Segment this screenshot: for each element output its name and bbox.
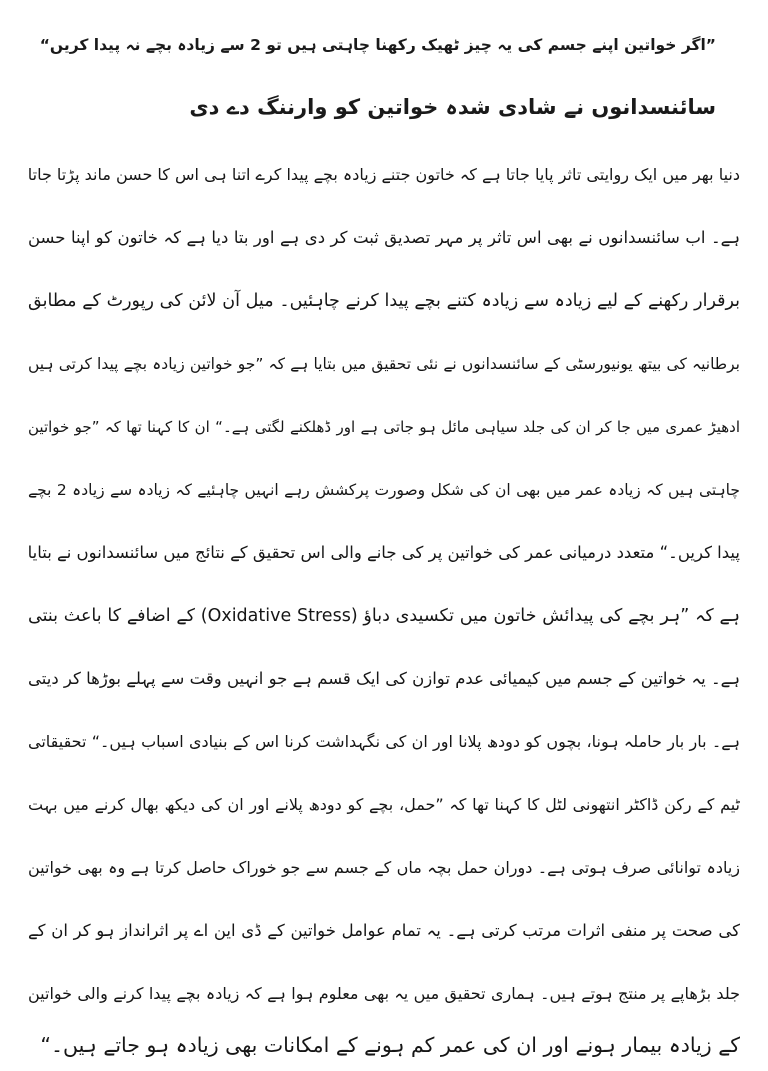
headline-line-1: ”اگر خواتین اپنے جسم کی یہ چیز ٹھیک رکھنا چاہتی ہیں تو 2 سے زیادہ بچے نہ پیدا کریں“ [39, 36, 716, 54]
headline-line-2: سائنسدانوں نے شادی شدہ خواتین کو وارننگ دے دی [189, 95, 716, 119]
body-line-5: ادھیڑ عمری میں جا کر ان کی جلد سیاہی مائل ہو جاتی ہے اور ڈھلکنے لگتی ہے۔“ ان کا کہنا تھا کہ ”جو خواتین [28, 418, 740, 436]
body-line-4: برطانیہ کی بیتھ یونیورسٹی کے سائنسدانوں نے نئی تحقیق میں بتایا ہے کہ ”جو خواتین زیادہ بچے پیدا کرتی ہیں [28, 355, 740, 373]
body-line-13: کی صحت پر منفی اثرات مرتب کرتی ہے۔ یہ تمام عوامل خواتین کے ڈی این اے پر اثرانداز ہو کر ان کے [28, 921, 740, 940]
body-line-9: ہے۔ یہ خواتین کے جسم میں کیمیائی عدم توازن کی ایک قسم ہے جو انہیں وقت سے پہلے بوڑھا کر دیتی [28, 669, 740, 688]
body-line-14: جلد بڑھاپے پر منتج ہوتے ہیں۔ ہماری تحقیق میں یہ بھی معلوم ہوا ہے کہ زیادہ بچے پیدا کرنے والی خواتین [28, 984, 740, 1003]
body-line-8: ہے کہ ”ہر بچے کی پیدائش خاتون میں تکسیدی دباؤ (Oxidative Stress) کے اضافے کا باعث بنتی [28, 606, 740, 626]
body-line-3: برقرار رکھنے کے لیے زیادہ سے زیادہ کتنے بچے پیدا کرنے چاہئیں۔ میل آن لائن کی رپورٹ کے مطابق [28, 291, 740, 311]
body-line-6: چاہتی ہیں کہ زیادہ عمر میں بھی ان کی شکل وصورت پرکشش رہے انہیں چاہئیے کہ زیادہ سے زیادہ 2 بچے [28, 481, 740, 499]
body-line-7: پیدا کریں۔“ متعدد درمیانی عمر کی خواتین پر کی جانے والی اس تحقیق کے نتائج میں سائنسدانوں نے بتایا [28, 543, 740, 562]
body-line-10: ہے۔ بار بار حاملہ ہونا، بچوں کو دودھ پلانا اور ان کی نگہداشت کرنا اس کے بنیادی اسباب ہیں۔“ تحقیقاتی [28, 732, 740, 751]
body-line-12: زیادہ توانائی صرف ہوتی ہے۔ دوران حمل بچہ ماں کے جسم سے جو خوراک حاصل کرتا ہے وہ بھی خواتین [28, 858, 740, 877]
body-line-15: کے زیادہ بیمار ہونے اور ان کی عمر کم ہونے کے امکانات بھی زیادہ ہو جاتے ہیں۔“ [40, 1033, 740, 1057]
body-line-1: دنیا بھر میں ایک روایتی تاثر پایا جاتا ہے کہ خاتون جتنے زیادہ بچے پیدا کرے اتنا ہی اس کا حسن ماند پڑتا جاتا [28, 165, 740, 184]
body-line-2: ہے۔ اب سائنسدانوں نے بھی اس تاثر پر مہر تصدیق ثبت کر دی ہے اور بتا دیا ہے کہ خاتون کو اپنا حسن [28, 228, 740, 247]
body-line-11: ٹیم کے رکن ڈاکٹر انتھونی لٹل کا کہنا تھا کہ ”حمل، بچے کو دودھ پلانے اور ان کی دیکھ بھال کرنے میں بہت [28, 795, 740, 814]
